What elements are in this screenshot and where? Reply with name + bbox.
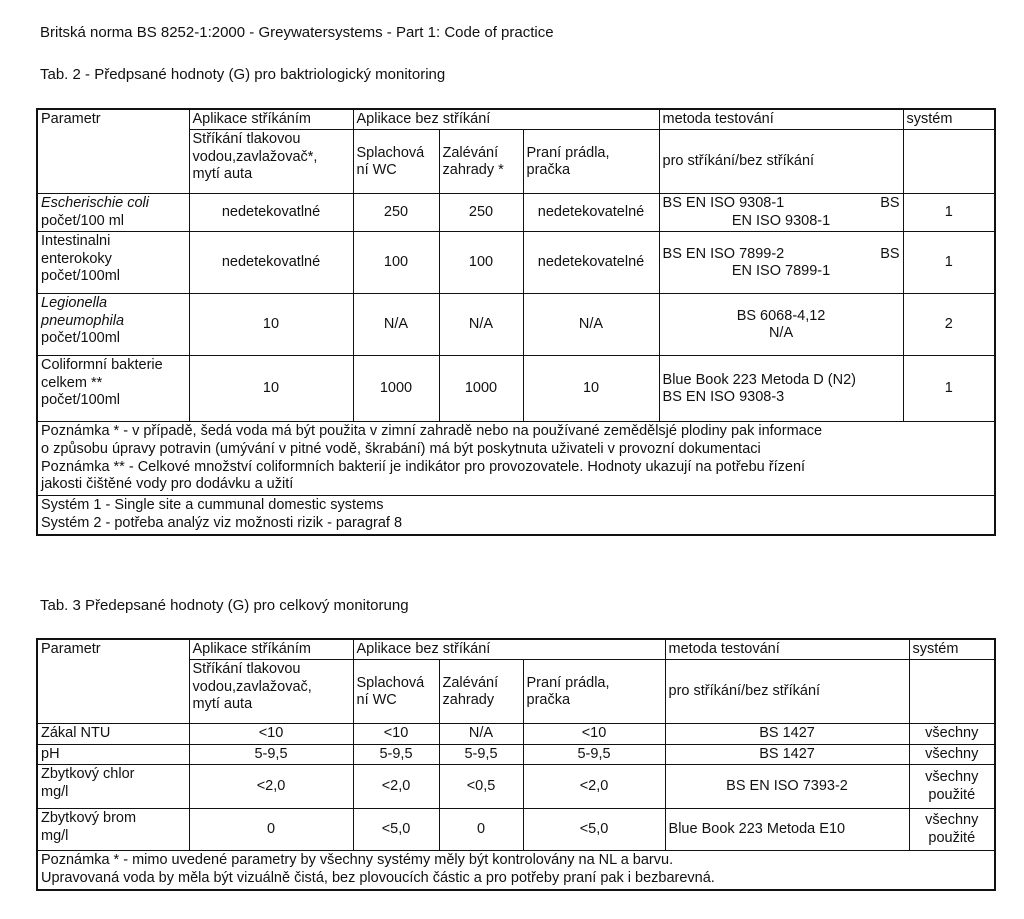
note-line: jakosti čištěné vody pro dodávku a užití [41,476,294,493]
subheader-spray [189,660,353,724]
method-primary: BS EN ISO 9308-1 [662,195,785,212]
header-system: systém [903,109,995,130]
cell-spray: <2,0 [189,765,353,809]
cell-system: 1 [903,232,995,294]
cell-method [659,356,903,422]
header-spray: Aplikace stříkáním [189,639,353,660]
subheader-laundry-line2: pračka [526,161,571,178]
subheader-laundry [523,660,665,724]
method-line [663,195,900,212]
header-spray: Aplikace stříkáním [189,109,353,130]
cell-spray: 10 [189,356,353,422]
cell-garden: <0,5 [439,765,523,809]
subheader-laundry-line1: Praní prádla, [526,144,610,161]
param-line: počet/100ml [41,330,120,347]
method-secondary: EN ISO 7899-1 [731,262,831,279]
note-line: Poznámka * - v případě, šedá voda má být použita v zimní zahradě nebo na používané zemědělsjé plodiny pak informace [41,423,823,440]
cell-method [659,194,903,232]
cell-system: všechny [909,724,995,744]
cell-laundry: <10 [523,724,665,744]
system-line: všechny [925,769,979,786]
param-line: počet/100ml [41,392,120,409]
subheader-spray-line1: Stříkání tlakovou [192,661,301,678]
cell-wc: N/A [353,294,439,356]
cell-laundry: nedetekovatelné [523,232,659,294]
param-line: pneumophila [41,312,125,329]
cell-garden: 1000 [439,356,523,422]
cell-laundry: nedetekovatelné [523,194,659,232]
subheader-laundry [523,130,659,194]
cell-system: 1 [903,356,995,422]
table2-system-legend [37,496,995,535]
param-line: mg/l [41,827,69,844]
subheader-wc [353,130,439,194]
header-nospray: Aplikace bez stříkání [353,109,659,130]
table-row-param [37,765,189,809]
param-line: počet/100ml [41,268,120,285]
cell-laundry: 10 [523,356,659,422]
cell-spray: nedetekovatlné [189,194,353,232]
subheader-garden-line1: Zalévání [442,144,499,161]
cell-wc: <2,0 [353,765,439,809]
system-line: použité [928,786,976,803]
cell-wc: 100 [353,232,439,294]
subheader-spray-line3: mytí auta [192,696,253,713]
param-line: celkem ** [41,374,103,391]
subheader-wc-line2: ní WC [356,161,397,178]
table3-caption: Tab. 3 Předepsané hodnoty (G) pro celkový monitorung [40,597,409,614]
cell-garden: 250 [439,194,523,232]
cell-system: 1 [903,194,995,232]
cell-wc: <10 [353,724,439,744]
subheader-laundry-line1: Praní prádla, [526,674,610,691]
cell-method: BS EN ISO 7393-2 [665,765,909,809]
method-secondary: BS EN ISO 9308-3 [662,388,785,405]
subheader-garden [439,130,523,194]
table2-caption: Tab. 2 - Předpsané hodnoty (G) pro baktriologický monitoring [40,66,446,83]
cell-garden: N/A [439,294,523,356]
subheader-laundry-line2: pračka [526,691,571,708]
param-line: počet/100 ml [41,212,125,229]
param-line: Legionella [41,295,108,312]
subheader-garden-line2: zahrady [442,691,495,708]
param-line: Intestinalni [41,233,111,250]
method-primary: Blue Book 223 Metoda D (N2) [662,371,856,388]
method-secondary: N/A [768,324,794,341]
cell-method: Blue Book 223 Metoda E10 [665,809,909,851]
param-line: mg/l [41,783,69,800]
cell-system: 2 [903,294,995,356]
system-line: všechny [925,812,979,829]
header-parametr: Parametr [37,109,189,194]
method-bs: BS [880,195,900,212]
subheader-wc-line1: Splachová [356,144,425,161]
method-primary: BS EN ISO 7899-2 [662,245,785,262]
system-legend-line: Systém 2 - potřeba analýz viz možnosti rizik - paragraf 8 [41,514,403,531]
subheader-garden [439,660,523,724]
method-bs: BS [880,245,900,262]
table2-note [37,422,995,496]
cell-spray: 10 [189,294,353,356]
table-row-param [37,809,189,851]
subheader-wc [353,660,439,724]
param-line: Coliformní bakterie [41,357,163,374]
cell-laundry: N/A [523,294,659,356]
table-row-param [37,294,189,356]
cell-wc: 250 [353,194,439,232]
table-bacteriological-monitoring [36,108,996,536]
cell-wc: <5,0 [353,809,439,851]
note-line: Poznámka * - mimo uvedené parametry by všechny systémy měly být kontrolovány na NL a barvu. [41,852,674,869]
document-title: Britská norma BS 8252-1:2000 - Greywatersystems - Part 1: Code of practice [40,24,554,41]
cell-spray: 5-9,5 [189,744,353,764]
table3-note [37,851,995,890]
cell-system [909,809,995,851]
cell-spray: <10 [189,724,353,744]
table-row-param [37,356,189,422]
header-system: systém [909,639,995,660]
param-line: enterokoky [41,250,112,267]
note-line: Upravovaná voda by měla být vizuálně čistá, bez plovoucích částic a pro potřeby praní pak i bezbarevná. [41,869,715,886]
method-primary: BS 6068-4,12 [736,307,826,324]
table-row-param: pH [37,744,189,764]
method-line [663,246,900,263]
table-general-monitoring [36,638,996,891]
subheader-method: pro stříkání/bez stříkání [659,130,903,194]
subheader-spray [189,130,353,194]
table-row-param [37,232,189,294]
cell-system [909,765,995,809]
table-row-param [37,194,189,232]
cell-garden: 0 [439,809,523,851]
cell-garden: 100 [439,232,523,294]
subheader-wc-line1: Splachová [356,674,425,691]
table-row-param: Zákal NTU [37,724,189,744]
param-line: Zbytkový chlor [41,766,135,783]
cell-laundry: 5-9,5 [523,744,665,764]
subheader-spray-line2: vodou,zavlažovač*, [192,148,318,165]
subheader-garden-line1: Zalévání [442,674,499,691]
cell-laundry: <5,0 [523,809,665,851]
note-line: Poznámka ** - Celkové množství coliformních bakterií je indikátor pro provozovatele. Hodnoty ukazují na potřebu řízení [41,458,806,475]
method-secondary: EN ISO 9308-1 [731,212,831,229]
note-line: o způsobu úpravy potravin (umývání v pitné vodě, škrabání) má být poskytnuta uživateli v provozní dokumentaci [41,441,761,458]
subheader-system [903,130,995,194]
subheader-spray-line2: vodou,zavlažovač, [192,678,312,695]
param-line: Escherischie coli [41,195,149,212]
subheader-method: pro stříkání/bez stříkání [665,660,909,724]
cell-wc: 1000 [353,356,439,422]
subheader-spray-line3: mytí auta [192,166,253,183]
cell-system: všechny [909,744,995,764]
subheader-garden-line2: zahrady * [442,161,504,178]
subheader-system [909,660,995,724]
header-nospray: Aplikace bez stříkání [353,639,665,660]
system-legend-line: Systém 1 - Single site a cummunal domestic systems [41,497,384,514]
cell-spray: nedetekovatlné [189,232,353,294]
header-method: metoda testování [659,109,903,130]
param-line: Zbytkový brom [41,810,137,827]
cell-spray: 0 [189,809,353,851]
cell-method [659,232,903,294]
cell-method: BS 1427 [665,744,909,764]
subheader-wc-line2: ní WC [356,691,397,708]
cell-method [659,294,903,356]
header-method: metoda testování [665,639,909,660]
header-parametr: Parametr [37,639,189,724]
cell-wc: 5-9,5 [353,744,439,764]
cell-laundry: <2,0 [523,765,665,809]
cell-garden: N/A [439,724,523,744]
cell-garden: 5-9,5 [439,744,523,764]
system-line: použité [928,829,976,846]
cell-method: BS 1427 [665,724,909,744]
subheader-spray-line1: Stříkání tlakovou [192,131,301,148]
